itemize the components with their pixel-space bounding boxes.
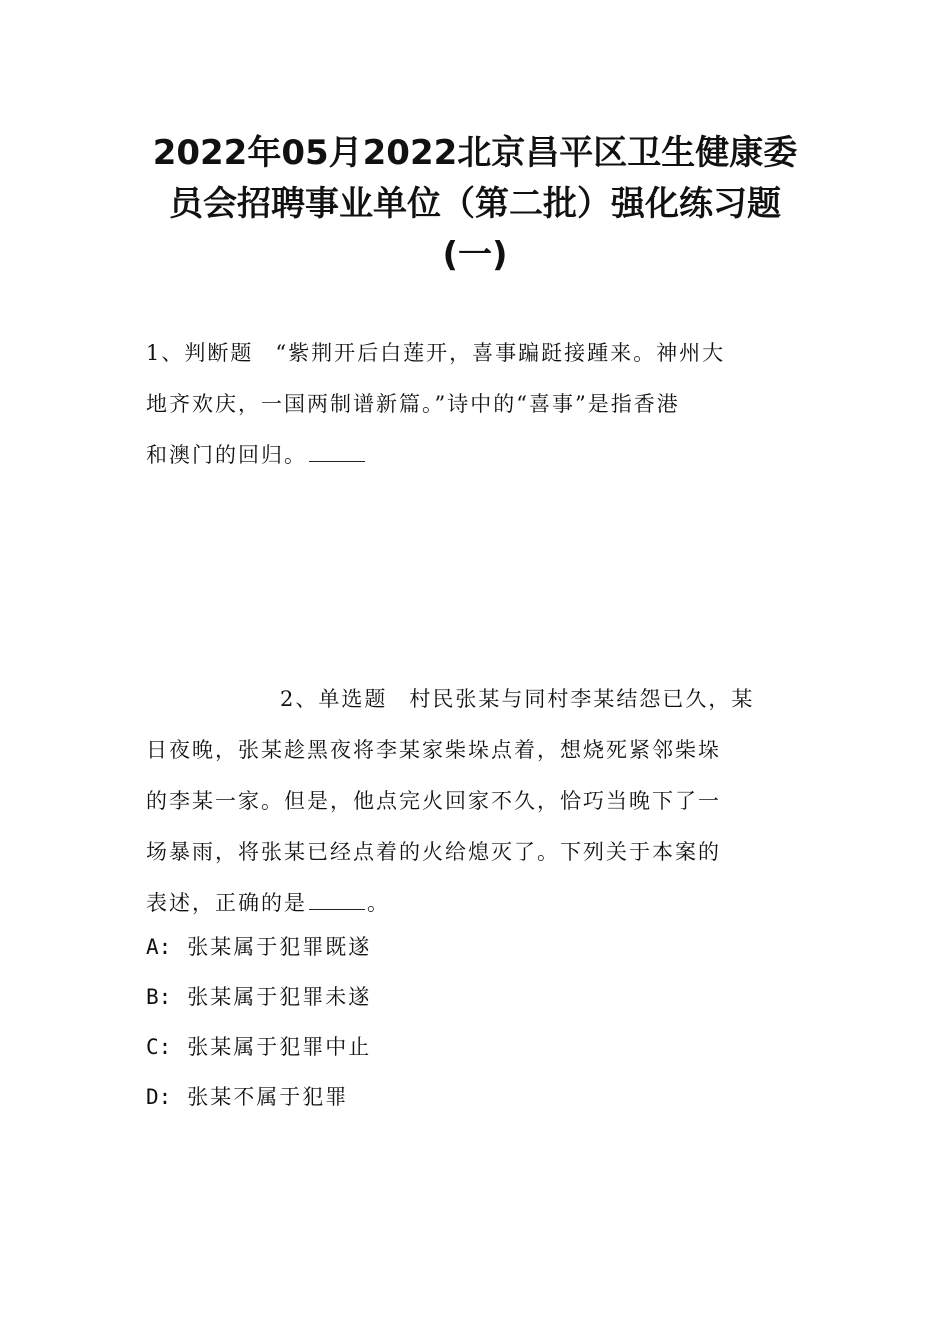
option-d — [146, 1072, 348, 1123]
question-2-text-5a: 表述，正确的是 — [146, 891, 307, 915]
answer-blank — [309, 891, 365, 910]
question-2-line-4: 场暴雨，将张某已经点着的火给熄灭了。下列关于本案的 — [146, 840, 721, 864]
option-b-key: B: — [146, 985, 172, 1009]
question-1-line-1 — [146, 328, 806, 379]
option-b — [146, 972, 371, 1023]
question-1-line-2: 地齐欢庆，一国两制谱新篇。”诗中的“喜事”是指香港 — [146, 392, 680, 416]
title-line-1: 2022年05月2022北京昌平区卫生健康委 — [152, 133, 798, 173]
question-2 — [146, 674, 806, 929]
option-c-text: 张某属于犯罪中止 — [187, 1035, 372, 1059]
question-2-line-2: 日夜晚，张某趁黑夜将李某家柴垛点着，想烧死紧邻柴垛 — [146, 738, 721, 762]
question-2-number: 2、单选题 — [280, 687, 388, 711]
option-d-key: D: — [146, 1085, 172, 1109]
answer-blank — [309, 443, 365, 462]
question-2-line-1 — [146, 674, 806, 725]
title-line-3: (一) — [442, 235, 508, 275]
option-c-key: C: — [146, 1035, 172, 1059]
question-2-text-1: 村民张某与同村李某结怨已久，某 — [409, 687, 755, 711]
question-2-line-3: 的李某一家。但是，他点完火回家不久，恰巧当晚下了一 — [146, 789, 721, 813]
option-d-text: 张某不属于犯罪 — [187, 1085, 349, 1109]
document-title — [140, 128, 810, 281]
question-1-text-3: 和澳门的回归。 — [146, 443, 307, 467]
question-1 — [146, 328, 806, 481]
option-b-text: 张某属于犯罪未遂 — [187, 985, 372, 1009]
option-a — [146, 922, 371, 973]
title-line-2: 员会招聘事业单位（第二批）强化练习题 — [169, 184, 781, 224]
option-a-text: 张某属于犯罪既遂 — [187, 935, 372, 959]
question-1-text-1: “紫荆开后白莲开，喜事蹁跹接踵来。神州大 — [275, 341, 726, 365]
option-a-key: A: — [146, 935, 172, 959]
question-1-number: 1、判断题 — [146, 341, 254, 365]
option-c — [146, 1022, 371, 1073]
question-1-line-3 — [146, 430, 806, 481]
question-2-text-5b: 。 — [367, 891, 390, 915]
